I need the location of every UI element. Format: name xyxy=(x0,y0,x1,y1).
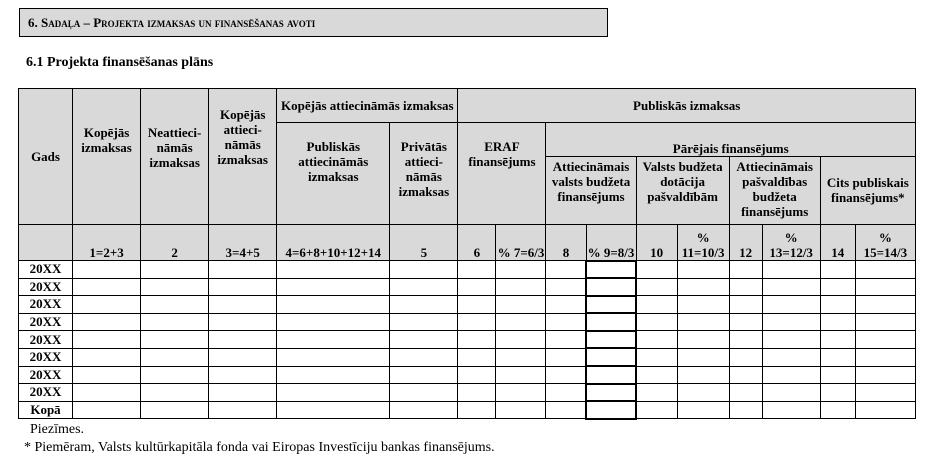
data-cell[interactable] xyxy=(458,401,496,419)
data-cell[interactable] xyxy=(73,296,141,314)
data-cell[interactable] xyxy=(820,384,855,402)
data-cell[interactable] xyxy=(855,331,915,349)
number-cell: 5 xyxy=(390,225,458,261)
data-cell[interactable] xyxy=(762,331,820,349)
number-cell: 6 xyxy=(458,225,496,261)
data-cell[interactable] xyxy=(729,366,762,384)
data-cell[interactable] xyxy=(390,278,458,296)
number-cell: 14 xyxy=(820,225,855,261)
data-cell[interactable] xyxy=(458,278,496,296)
data-cell[interactable] xyxy=(855,261,915,279)
data-cell[interactable] xyxy=(546,348,586,366)
data-cell[interactable] xyxy=(73,384,141,402)
year-label: 20XX xyxy=(19,278,73,296)
data-cell[interactable] xyxy=(73,278,141,296)
data-cell[interactable] xyxy=(820,296,855,314)
data-cell[interactable] xyxy=(141,331,209,349)
year-label: 20XX xyxy=(19,261,73,279)
data-cell[interactable] xyxy=(73,366,141,384)
data-cell[interactable] xyxy=(141,261,209,279)
header-parejais-finansejums: Pārējais finansējums xyxy=(546,123,916,157)
data-cell[interactable] xyxy=(677,401,729,419)
data-cell[interactable] xyxy=(762,296,820,314)
data-cell[interactable] xyxy=(390,313,458,331)
data-cell[interactable] xyxy=(277,296,390,314)
data-cell[interactable] xyxy=(458,366,496,384)
data-cell[interactable] xyxy=(855,313,915,331)
table-row xyxy=(19,261,916,279)
data-cell[interactable] xyxy=(73,331,141,349)
table-body xyxy=(19,261,916,419)
data-cell[interactable] xyxy=(141,401,209,419)
data-cell[interactable] xyxy=(636,401,677,419)
data-cell[interactable] xyxy=(73,348,141,366)
header-privatas-attiecinamas: Privātās attieci-nāmās izmaksas xyxy=(390,123,458,225)
data-cell[interactable] xyxy=(586,384,636,402)
data-cell[interactable] xyxy=(73,261,141,279)
table-row xyxy=(19,331,916,349)
data-cell[interactable] xyxy=(458,296,496,314)
number-cell: % 9=8/3 xyxy=(586,225,636,261)
data-cell[interactable] xyxy=(729,401,762,419)
number-cell: % 13=12/3 xyxy=(762,225,820,261)
table-row xyxy=(19,366,916,384)
data-cell[interactable] xyxy=(546,278,586,296)
data-cell[interactable] xyxy=(141,278,209,296)
data-cell[interactable] xyxy=(209,278,277,296)
data-cell[interactable] xyxy=(762,366,820,384)
data-cell[interactable] xyxy=(141,313,209,331)
data-cell[interactable] xyxy=(586,278,636,296)
section-title: 6. Sadaļa – Projekta izmaksas un finansēšanas avoti xyxy=(19,8,608,37)
data-cell[interactable] xyxy=(636,366,677,384)
data-cell[interactable] xyxy=(855,401,915,419)
number-cell: % 7=6/3 xyxy=(496,225,546,261)
data-cell[interactable] xyxy=(458,261,496,279)
data-cell[interactable] xyxy=(390,366,458,384)
data-cell[interactable] xyxy=(277,401,390,419)
data-cell[interactable] xyxy=(277,366,390,384)
number-cell: 3=4+5 xyxy=(209,225,277,261)
data-cell[interactable] xyxy=(141,384,209,402)
data-cell[interactable] xyxy=(677,278,729,296)
data-cell[interactable] xyxy=(677,348,729,366)
data-cell[interactable] xyxy=(496,278,546,296)
data-cell[interactable] xyxy=(277,313,390,331)
table-row xyxy=(19,401,916,419)
data-cell[interactable] xyxy=(209,296,277,314)
number-cell: % 11=10/3 xyxy=(677,225,729,261)
financing-plan-table xyxy=(18,88,916,420)
data-cell[interactable] xyxy=(458,313,496,331)
data-cell[interactable] xyxy=(586,296,636,314)
numbering-row xyxy=(19,225,916,261)
data-cell[interactable] xyxy=(458,331,496,349)
data-cell[interactable] xyxy=(855,296,915,314)
data-cell[interactable] xyxy=(820,313,855,331)
year-label: 20XX xyxy=(19,366,73,384)
table-row xyxy=(19,348,916,366)
data-cell[interactable] xyxy=(855,348,915,366)
data-cell[interactable] xyxy=(762,313,820,331)
data-cell[interactable] xyxy=(729,313,762,331)
data-cell[interactable] xyxy=(729,384,762,402)
table-row xyxy=(19,278,916,296)
data-cell[interactable] xyxy=(277,384,390,402)
number-cell: 12 xyxy=(729,225,762,261)
data-cell[interactable] xyxy=(677,331,729,349)
data-cell[interactable] xyxy=(636,348,677,366)
data-cell[interactable] xyxy=(636,313,677,331)
data-cell[interactable] xyxy=(141,366,209,384)
data-cell[interactable] xyxy=(277,348,390,366)
data-cell[interactable] xyxy=(496,384,546,402)
data-cell[interactable] xyxy=(762,384,820,402)
notes-label: Piezīmes. xyxy=(30,422,85,437)
header-gads: Gads xyxy=(19,89,73,225)
data-cell[interactable] xyxy=(546,401,586,419)
data-cell[interactable] xyxy=(855,278,915,296)
data-cell[interactable] xyxy=(277,331,390,349)
number-cell xyxy=(19,225,73,261)
data-cell[interactable] xyxy=(390,348,458,366)
data-cell[interactable] xyxy=(496,366,546,384)
number-cell: 4=6+8+10+12+14 xyxy=(277,225,390,261)
data-cell[interactable] xyxy=(209,331,277,349)
data-cell[interactable] xyxy=(729,278,762,296)
data-cell[interactable] xyxy=(390,296,458,314)
year-label: 20XX xyxy=(19,348,73,366)
data-cell[interactable] xyxy=(586,348,636,366)
data-cell[interactable] xyxy=(820,331,855,349)
data-cell[interactable] xyxy=(209,384,277,402)
data-cell[interactable] xyxy=(636,296,677,314)
number-cell: 8 xyxy=(546,225,586,261)
data-cell[interactable] xyxy=(636,384,677,402)
data-cell[interactable] xyxy=(277,261,390,279)
data-cell[interactable] xyxy=(820,366,855,384)
data-cell[interactable] xyxy=(546,313,586,331)
data-cell[interactable] xyxy=(458,384,496,402)
total-label: Kopā xyxy=(19,401,73,419)
data-cell[interactable] xyxy=(677,296,729,314)
data-cell[interactable] xyxy=(546,384,586,402)
data-cell[interactable] xyxy=(546,296,586,314)
data-cell[interactable] xyxy=(141,296,209,314)
data-cell[interactable] xyxy=(677,313,729,331)
year-label: 20XX xyxy=(19,331,73,349)
data-cell[interactable] xyxy=(496,296,546,314)
data-cell[interactable] xyxy=(586,313,636,331)
year-label: 20XX xyxy=(19,384,73,402)
data-cell[interactable] xyxy=(820,348,855,366)
data-cell[interactable] xyxy=(458,348,496,366)
data-cell[interactable] xyxy=(586,261,636,279)
header-eraf-finansejums: ERAF finansējums xyxy=(458,123,546,225)
data-cell[interactable] xyxy=(209,366,277,384)
number-cell: 1=2+3 xyxy=(73,225,141,261)
data-cell[interactable] xyxy=(586,331,636,349)
data-cell[interactable] xyxy=(209,313,277,331)
data-cell[interactable] xyxy=(496,401,546,419)
data-cell[interactable] xyxy=(586,401,636,419)
number-cell: 10 xyxy=(636,225,677,261)
subsection-title: 6.1 Projekta finansēšanas plāns xyxy=(26,55,214,70)
data-cell[interactable] xyxy=(729,296,762,314)
footnote: * Piemēram, Valsts kultūrkapitāla fonda vai Eiropas Investīciju bankas finansējums. xyxy=(24,440,495,455)
data-cell[interactable] xyxy=(820,278,855,296)
data-cell[interactable] xyxy=(546,261,586,279)
data-cell[interactable] xyxy=(729,331,762,349)
data-cell[interactable] xyxy=(496,313,546,331)
header-kopejas-attiecinamas-group: Kopējās attiecināmās izmaksas xyxy=(277,89,458,123)
data-cell[interactable] xyxy=(586,366,636,384)
header-publiskas-izmaksas: Publiskās izmaksas xyxy=(458,89,916,123)
data-cell[interactable] xyxy=(677,261,729,279)
year-label: 20XX xyxy=(19,296,73,314)
number-cell: 2 xyxy=(141,225,209,261)
data-cell[interactable] xyxy=(820,261,855,279)
header-attiecinamais-pasvaldibas: Attiecināmais pašvaldības budžeta finansējums xyxy=(729,157,820,225)
header-attiecinamais-valsts-budzeta: Attiecināmais valsts budžeta finansējums xyxy=(546,157,636,225)
data-cell[interactable] xyxy=(762,278,820,296)
data-cell[interactable] xyxy=(209,348,277,366)
data-cell[interactable] xyxy=(73,313,141,331)
data-cell[interactable] xyxy=(141,348,209,366)
data-cell[interactable] xyxy=(390,401,458,419)
header-cits-publiskais: Cits publiskais finansējums* xyxy=(820,157,915,225)
data-cell[interactable] xyxy=(636,261,677,279)
data-cell[interactable] xyxy=(209,401,277,419)
data-cell[interactable] xyxy=(729,261,762,279)
year-label: 20XX xyxy=(19,313,73,331)
data-cell[interactable] xyxy=(762,348,820,366)
data-cell[interactable] xyxy=(762,401,820,419)
header-kopejas-attiecinamas: Kopējās attieci-nāmās izmaksas xyxy=(209,89,277,225)
header-publiskas-attiecinamas: Publiskās attiecināmās izmaksas xyxy=(277,123,390,225)
data-cell[interactable] xyxy=(636,331,677,349)
data-cell[interactable] xyxy=(762,261,820,279)
data-cell[interactable] xyxy=(820,401,855,419)
header-valsts-budzeta-dotacija: Valsts budžeta dotācija pašvaldībām xyxy=(636,157,729,225)
data-cell[interactable] xyxy=(496,348,546,366)
table-row xyxy=(19,296,916,314)
data-cell[interactable] xyxy=(855,366,915,384)
data-cell[interactable] xyxy=(855,384,915,402)
data-cell[interactable] xyxy=(73,401,141,419)
table-row xyxy=(19,384,916,402)
data-cell[interactable] xyxy=(677,366,729,384)
data-cell[interactable] xyxy=(390,384,458,402)
data-cell[interactable] xyxy=(546,366,586,384)
data-cell[interactable] xyxy=(636,278,677,296)
table-row xyxy=(19,313,916,331)
header-kopejas-izmaksas: Kopējās izmaksas xyxy=(73,89,141,225)
data-cell[interactable] xyxy=(496,331,546,349)
header-neattiecinamas-izmaksas: Neattieci-nāmās izmaksas xyxy=(141,89,209,225)
data-cell[interactable] xyxy=(546,331,586,349)
data-cell[interactable] xyxy=(677,384,729,402)
data-cell[interactable] xyxy=(277,278,390,296)
data-cell[interactable] xyxy=(729,348,762,366)
data-cell[interactable] xyxy=(496,261,546,279)
data-cell[interactable] xyxy=(209,261,277,279)
number-cell: % 15=14/3 xyxy=(855,225,915,261)
data-cell[interactable] xyxy=(390,331,458,349)
data-cell[interactable] xyxy=(390,261,458,279)
